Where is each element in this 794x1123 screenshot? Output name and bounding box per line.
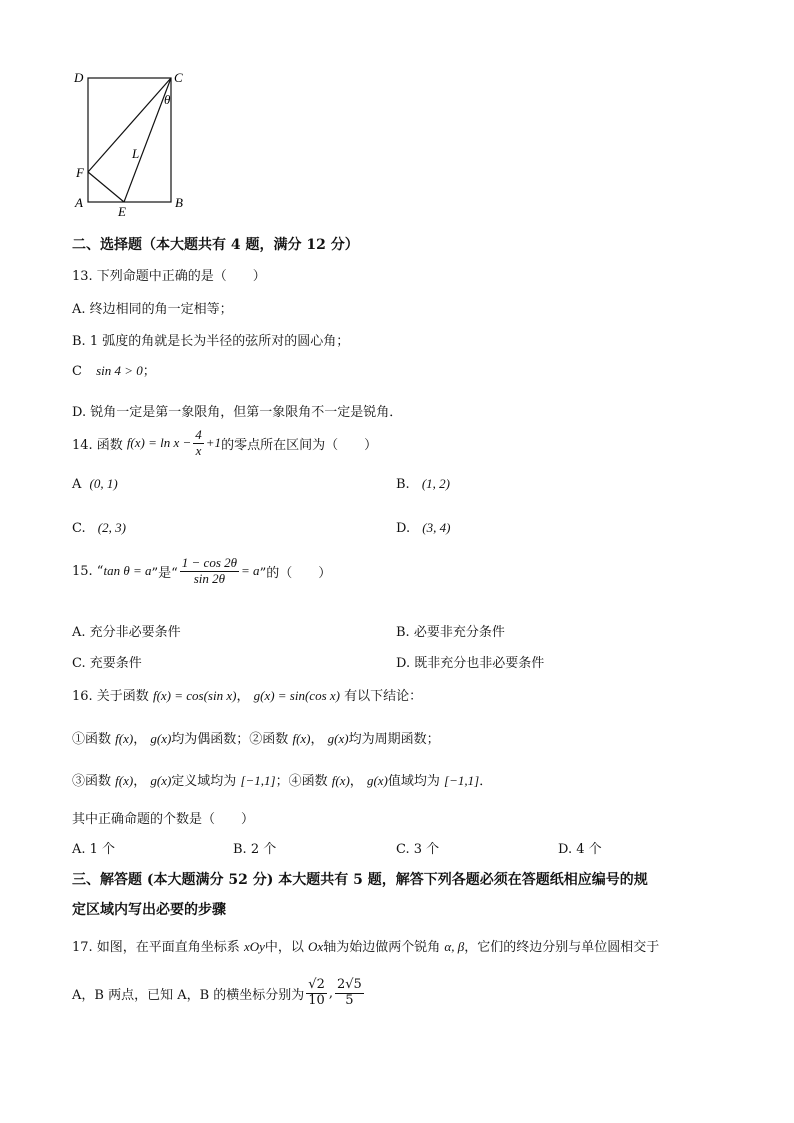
q16-l1-f2: f(x) [292, 731, 311, 746]
q16-statement-line2 [72, 770, 492, 789]
q16-l1-a: ①函数 [72, 732, 112, 747]
q16-l2-g2: g(x) [366, 773, 388, 788]
label-D: D [74, 70, 84, 85]
q16-l1-sep2: ， [310, 732, 324, 747]
q14-option-c-label: C. [72, 521, 86, 536]
q15-option-d: D. 既非充分也非必要条件 [396, 656, 545, 671]
q17-l1-c: 轴为始边做两个锐角 [323, 940, 441, 955]
q17-l1-a: 17. 如图，在平面直角坐标系 [72, 940, 240, 955]
q16-l1-g2: g(x) [327, 731, 349, 746]
q16-ask: 其中正确命题的个数是（ ） [72, 812, 255, 827]
q14-suffix: 的零点所在区间为（ ） [221, 437, 378, 453]
q17-l2-a: A，B 两点，已知 A，B 的横坐标分别为 [72, 987, 305, 1003]
q16-suffix: 有以下结论： [344, 689, 423, 704]
q16-option-c: C. 3 个 [396, 842, 440, 857]
q17-fraction-separator: , [328, 985, 333, 1001]
q15-option-a: A. 充分非必要条件 [72, 625, 181, 640]
geometry-figure [70, 68, 200, 220]
q13-option-d: D. 锐角一定是第一象限角，但第一象限角不一定是锐角． [72, 405, 403, 420]
q16-f-definition: f(x) = cos(sin x) [152, 688, 237, 703]
q14-option-c-value: (2, 3) [97, 520, 126, 535]
q16-stem [72, 685, 422, 704]
q16-comma: ， [236, 689, 250, 704]
q16-l1-sep: ， [133, 732, 147, 747]
q16-l2-e: ． [479, 774, 493, 789]
q15-option-c: C. 充要条件 [72, 656, 142, 671]
q14-stem [72, 428, 377, 459]
q17-line1 [72, 936, 659, 955]
q14-option-a-value: (0, 1) [89, 476, 118, 491]
section3-heading-line1: 三、解答题 (本大题满分 52 分) 本大题共有 5 题，解答下列各题必须在答题纸相应编号的规 [72, 872, 648, 888]
section3-heading-line2: 定区域内写出必要的步骤 [72, 902, 226, 918]
q15-prefix: 15. “ [72, 563, 104, 579]
q13-option-b: B. 1 弧度的角就是长为半径的弦所对的圆心角； [72, 334, 350, 349]
q14-option-c [72, 520, 126, 536]
q16-statement-line1 [72, 728, 440, 747]
q13-option-c [72, 360, 156, 379]
q14-option-a [72, 476, 118, 492]
q16-l1-b: 均为偶函数；②函数 [171, 732, 289, 747]
q15-stem [72, 556, 331, 587]
q16-l2-a: ③函数 [72, 774, 112, 789]
q14-fraction-numerator: 4 [195, 427, 202, 442]
q14-prefix: 14. 函数 [72, 437, 123, 453]
q17-line2 [72, 978, 366, 1009]
q15-fraction-numerator: 1 − cos 2θ [181, 555, 238, 570]
q17-angles: α, β [444, 939, 465, 954]
q13-option-c-label: C [72, 364, 82, 379]
q15-suffix: ”的（ ） [259, 565, 332, 581]
q16-l2-interval2: [−1,1] [444, 773, 480, 788]
q16-l1-f: f(x) [115, 731, 134, 746]
segment-FE [88, 172, 124, 202]
q14-option-d-value: (3, 4) [422, 520, 451, 535]
section2-heading: 二、选择题（本大题共有 4 题，满分 12 分） [72, 237, 359, 253]
q13-option-c-tail: ； [142, 364, 156, 379]
label-E: E [118, 204, 126, 219]
q13-stem: 13. 下列命题中正确的是（ ） [72, 269, 266, 284]
label-B: B [175, 195, 183, 210]
q17-ox: Ox [308, 939, 324, 954]
q13-option-c-math: sin 4 > 0 [96, 363, 143, 378]
q14-fraction-denominator: x [195, 442, 202, 458]
q16-option-d: D. 4 个 [558, 842, 602, 857]
q16-l2-d: 值域均为 [387, 774, 440, 789]
label-theta: θ [164, 92, 171, 107]
q16-l2-c: ；④函数 [275, 774, 328, 789]
rectangle-ABCD [88, 78, 171, 202]
q16-g-definition: g(x) = sin(cos x) [253, 688, 340, 703]
q16-l2-sep: ， [133, 774, 147, 789]
q17-l1-d: ，它们的终边分别与单位圆相交于 [464, 940, 660, 955]
q16-l2-interval: [−1,1] [240, 773, 276, 788]
q14-after-fraction: +1 [205, 435, 222, 451]
q16-option-b: B. 2 个 [233, 842, 277, 857]
label-L: L [132, 146, 140, 161]
q17-fraction1 [306, 978, 327, 1009]
q17-l1-b: 中，以 [264, 940, 304, 955]
q16-l1-g: g(x) [150, 731, 172, 746]
q17-fraction2-numerator: 2√5 [336, 977, 362, 992]
q16-l1-c: 均为周期函数； [348, 732, 440, 747]
q15-fraction [180, 556, 239, 587]
label-C: C [174, 70, 183, 85]
q15-mid: ”是“ [151, 565, 178, 581]
q15-condition1: tan θ = a [103, 563, 152, 579]
q16-l2-g: g(x) [150, 773, 172, 788]
q15-fraction-denominator: sin 2θ [193, 570, 226, 586]
label-A: A [75, 195, 83, 210]
q16-l2-b: 定义域均为 [171, 774, 237, 789]
segment-CF [88, 78, 171, 172]
q14-option-b [396, 476, 450, 492]
q17-fraction1-numerator: √2 [308, 977, 325, 992]
q17-fraction2-denominator: 5 [345, 992, 354, 1008]
q17-fraction2 [335, 978, 364, 1009]
q14-fraction [193, 428, 204, 459]
q13-option-a: A. 终边相同的角一定相等； [72, 302, 233, 317]
q16-l2-f2: f(x) [331, 773, 350, 788]
q14-option-b-value: (1, 2) [421, 476, 450, 491]
q14-option-d-label: D. [396, 521, 411, 536]
q15-option-b: B. 必要非充分条件 [396, 625, 505, 640]
q14-option-a-label: A [72, 477, 82, 492]
q16-prefix: 16. 关于函数 [72, 689, 149, 704]
label-F: F [76, 165, 84, 180]
q16-l2-f: f(x) [115, 773, 134, 788]
q17-xoy: xOy [243, 939, 265, 954]
q17-fraction1-denominator: 10 [308, 992, 325, 1008]
q14-option-d [396, 520, 450, 536]
q16-option-a: A. 1 个 [72, 842, 116, 857]
q14-function: f(x) = ln x − [126, 435, 192, 451]
q16-l2-sep2: ， [349, 774, 363, 789]
q14-option-b-label: B. [396, 477, 410, 492]
q15-eq: = a [241, 563, 260, 579]
